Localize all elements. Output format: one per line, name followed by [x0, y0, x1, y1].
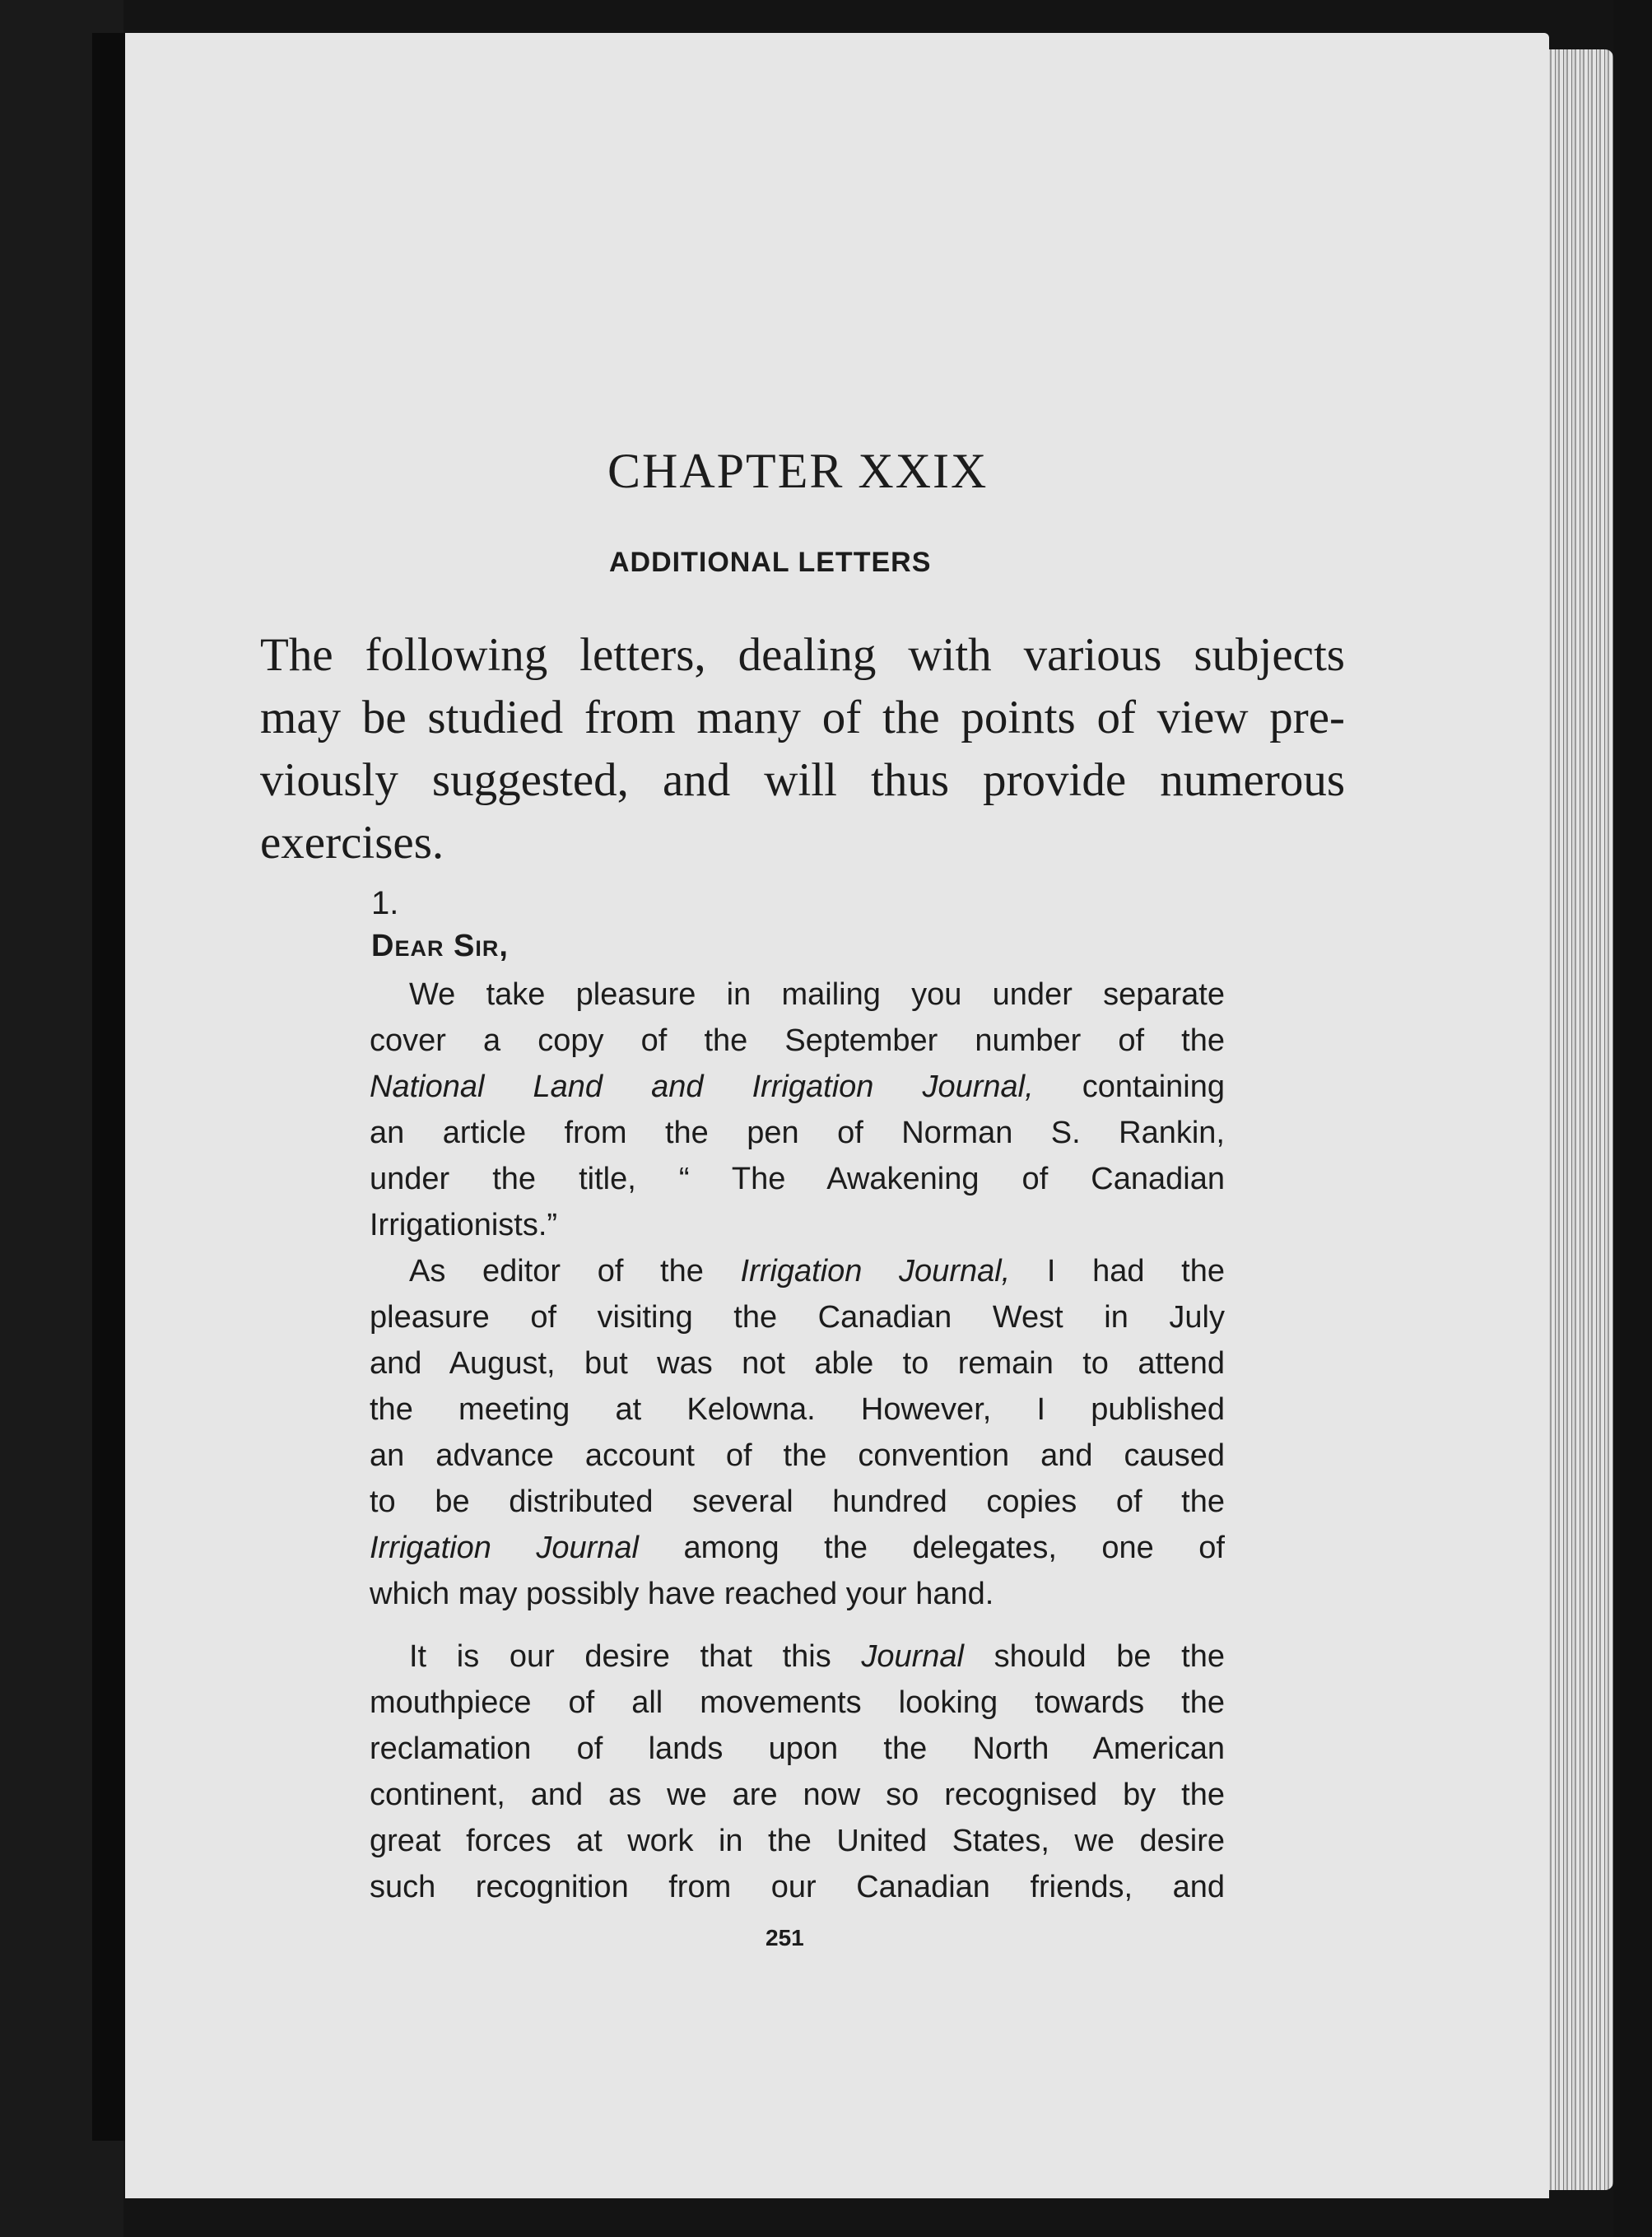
- letter-body-line: Irrigationists.”: [370, 1208, 558, 1242]
- letter-salutation: Dear Sir,: [371, 929, 509, 963]
- letter-body-line: great forces at work in the United States, we desire: [370, 1824, 1225, 1858]
- letter-body-line: an advance account of the convention and caused: [370, 1438, 1225, 1473]
- letter-body-line: [409, 1633, 1225, 1680]
- chapter-heading: CHAPTER XXIX: [607, 444, 989, 498]
- letter-body-line: which may possibly have reached your hand.: [370, 1577, 994, 1611]
- letter-number: 1.: [371, 885, 399, 921]
- letter-text-span: It is our desire that this: [409, 1639, 862, 1674]
- letter-body-line: pleasure of visiting the Canadian West in July: [370, 1300, 1225, 1335]
- journal-title-italic: National Land and Irrigation Journal,: [370, 1070, 1034, 1104]
- letter-body-line: reclamation of lands upon the North American: [370, 1731, 1225, 1766]
- letter-body-line: to be distributed several hundred copies of the: [370, 1484, 1225, 1519]
- letter-body-line: such recognition from our Canadian friends, and: [370, 1870, 1225, 1904]
- letter-body-line: cover a copy of the September number of the: [370, 1023, 1225, 1058]
- letter-text-span: I had the: [1010, 1254, 1225, 1289]
- letter-body-line: mouthpiece of all movements looking towards the: [370, 1685, 1225, 1720]
- page-number: 251: [766, 1925, 804, 1950]
- letter-text-span: As editor of the: [409, 1254, 741, 1289]
- letter-text-span: containing: [1033, 1070, 1225, 1104]
- journal-title-italic: Irrigation Journal: [370, 1531, 639, 1565]
- letter-body-line: and August, but was not able to remain to attend: [370, 1346, 1225, 1381]
- letter-body-line: [409, 1248, 1225, 1294]
- letter-body-line: [370, 1064, 1225, 1110]
- letter-body-line: an article from the pen of Norman S. Rankin,: [370, 1116, 1225, 1150]
- letter-text-span: should be the: [964, 1639, 1225, 1674]
- letter-body-line: under the title, “ The Awakening of Canadian: [370, 1162, 1225, 1196]
- letter-text-span: among the delegates, one of: [638, 1531, 1225, 1565]
- letter-body-line: continent, and as we are now so recognised by the: [370, 1778, 1225, 1812]
- page-edge-stack: [1547, 49, 1613, 2190]
- section-heading: ADDITIONAL LETTERS: [609, 547, 932, 578]
- letter-body-line: We take pleasure in mailing you under separate: [409, 977, 1225, 1012]
- intro-paragraph-line: The following letters, dealing with various subjects: [260, 629, 1345, 681]
- intro-paragraph-line: viously suggested, and will thus provide numerous: [260, 754, 1345, 806]
- journal-title-italic: Irrigation Journal,: [740, 1254, 1011, 1289]
- letter-body-line: the meeting at Kelowna. However, I published: [370, 1392, 1225, 1427]
- book-spine-shadow: [92, 33, 125, 2141]
- journal-title-italic: Journal: [861, 1639, 964, 1674]
- intro-paragraph-line: may be studied from many of the points of view pre-: [260, 692, 1345, 743]
- letter-body-line: [370, 1525, 1225, 1571]
- scan-right-margin: [1613, 0, 1652, 2237]
- intro-paragraph-line: exercises.: [260, 817, 444, 869]
